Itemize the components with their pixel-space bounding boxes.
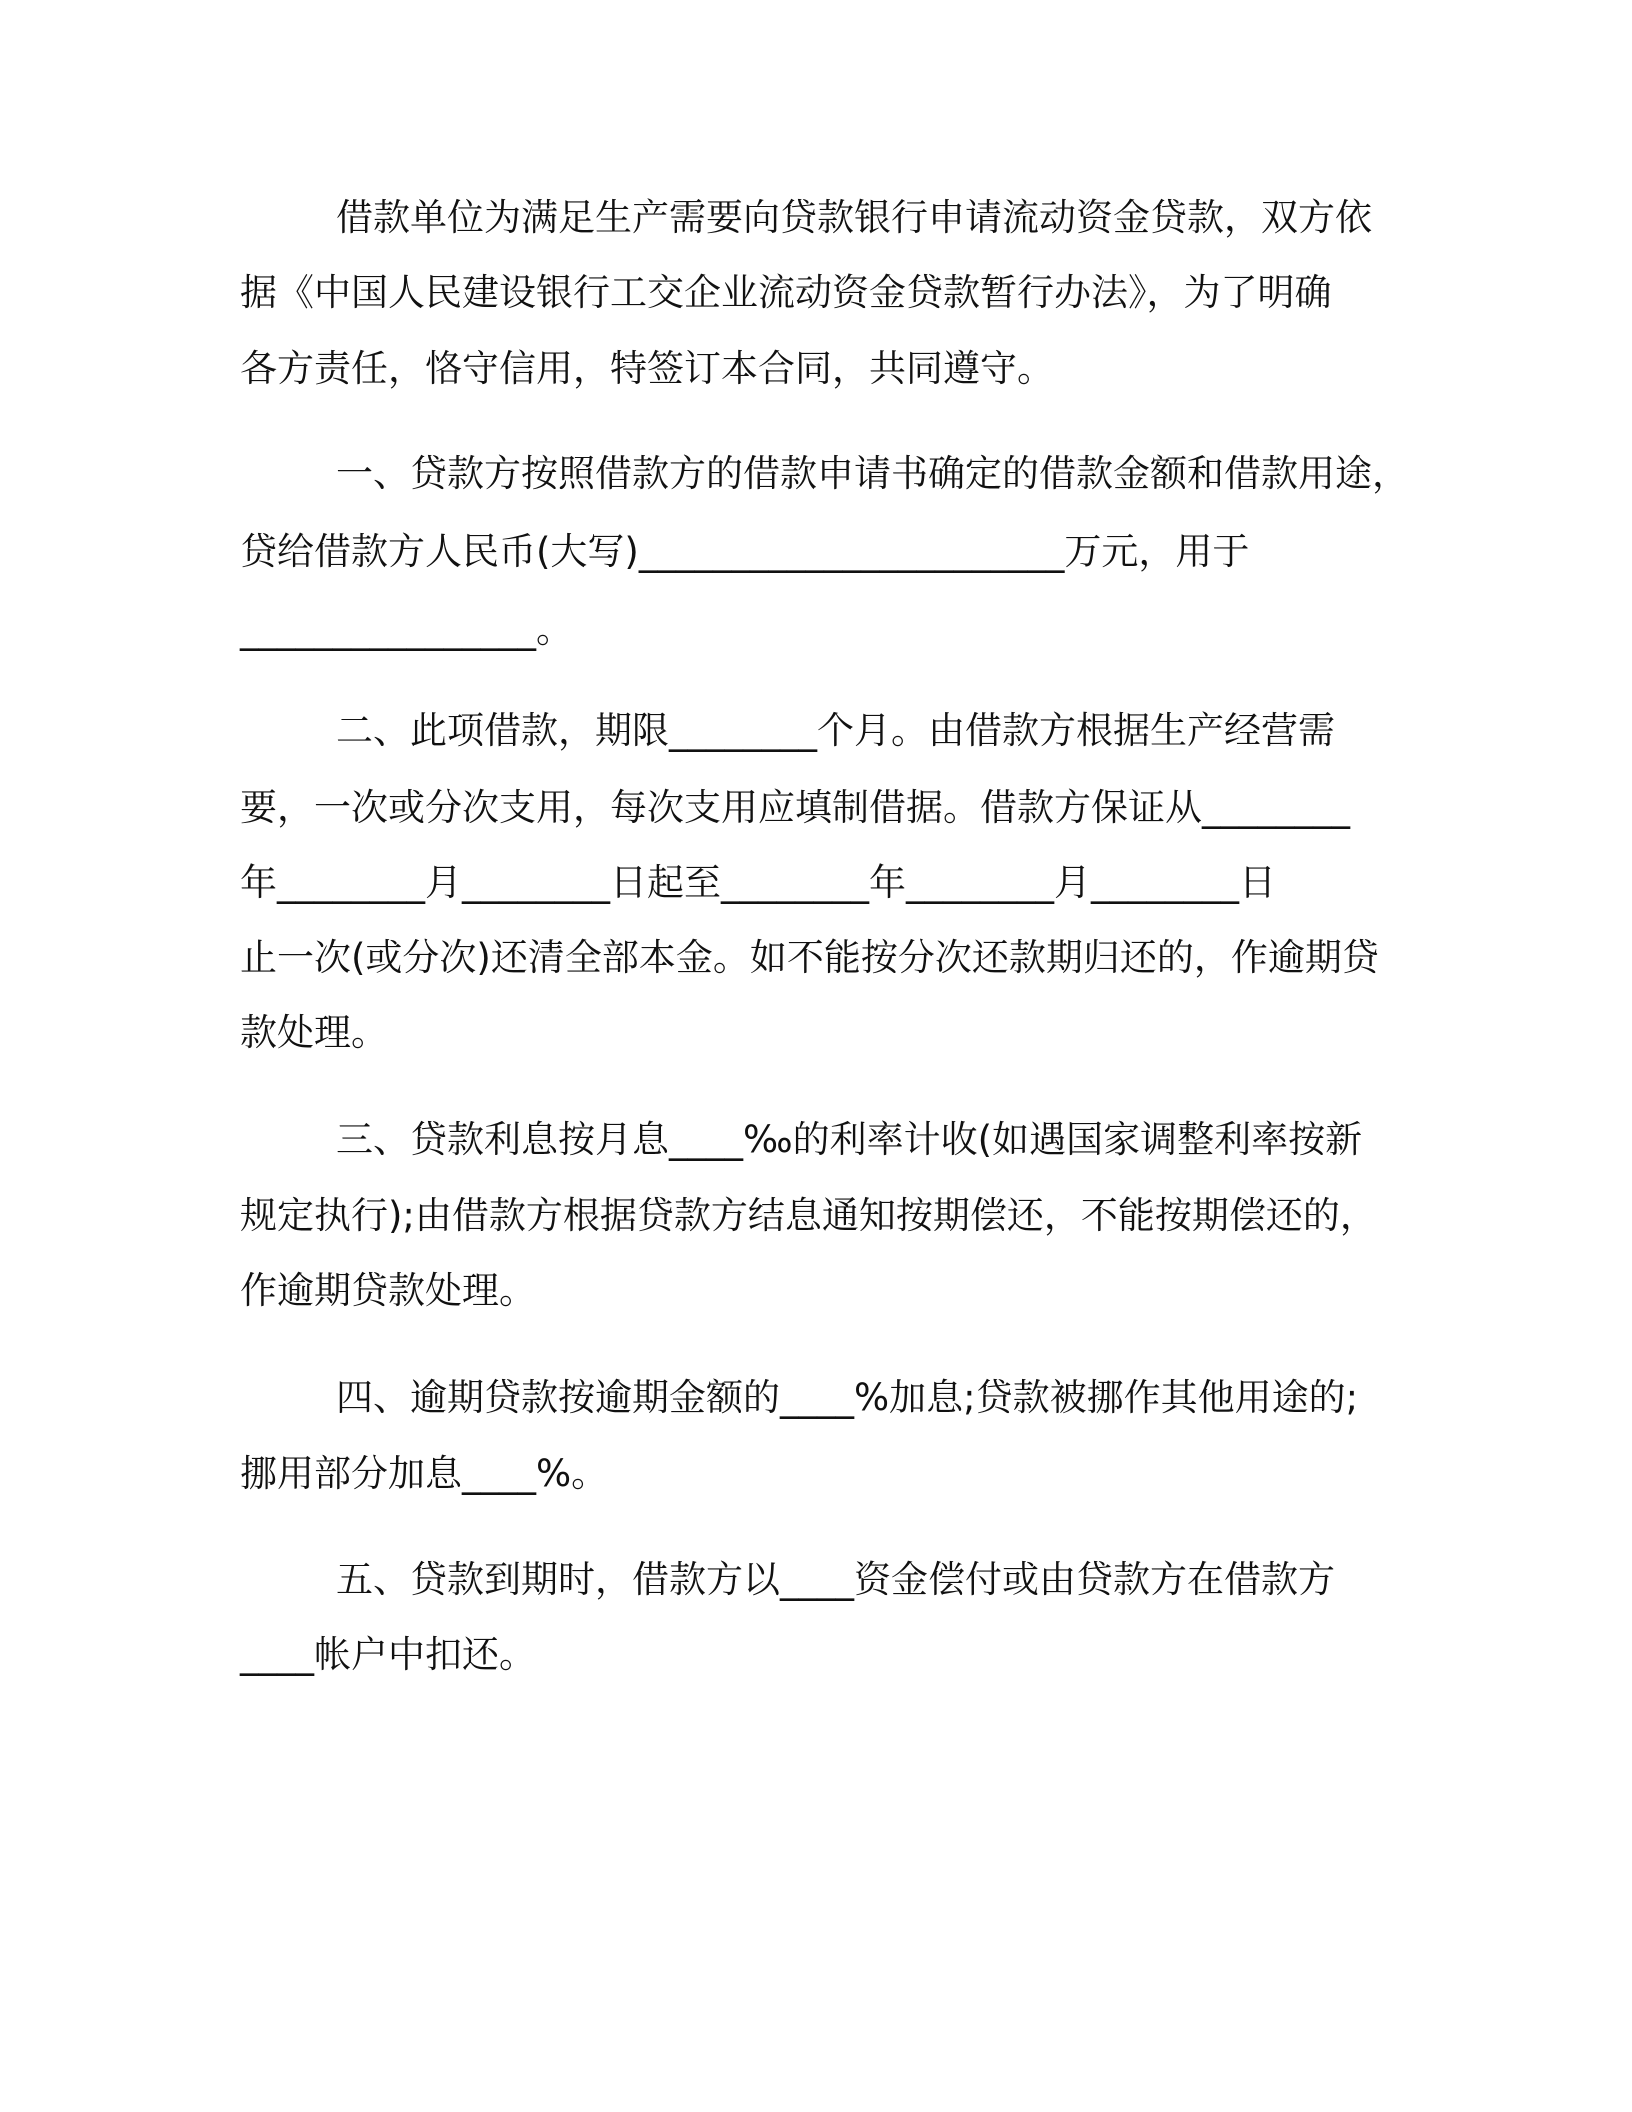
clause3-line-1: 三、贷款利息按月息____‰的利率计收(如遇国家调整利率按新 — [336, 1118, 1363, 1161]
clause2-line-2: 要，一次或分次支用，每次支用应填制借据。借款方保证从________ — [240, 786, 1350, 829]
clause2-line-1: 二、此项借款，期限________个月。由借款方根据生产经营需 — [336, 709, 1335, 752]
clause1-line-3: ________________。 — [240, 608, 573, 651]
clause3-line-2: 规定执行);由借款方根据贷款方结息通知按期偿还，不能按期偿还的， — [240, 1194, 1377, 1237]
clause3-line-3: 作逾期贷款处理。 — [240, 1269, 536, 1312]
clause1-line-1: 一、贷款方按照借款方的借款申请书确定的借款金额和借款用途， — [336, 452, 1409, 495]
clause2-line-5: 款处理。 — [240, 1011, 388, 1054]
clause2-line-4: 止一次(或分次)还清全部本金。如不能按分次还款期归还的，作逾期贷 — [240, 936, 1379, 979]
clause4-line-2: 挪用部分加息____%。 — [240, 1452, 609, 1495]
clause4-line-1: 四、逾期贷款按逾期金额的____%加息;贷款被挪作其他用途的; — [336, 1376, 1359, 1419]
intro-line-1: 借款单位为满足生产需要向贷款银行申请流动资金贷款，双方依 — [336, 196, 1372, 239]
clause2-line-3: 年________月________日起至________年________月________日 — [240, 861, 1276, 904]
intro-line-2: 据《中国人民建设银行工交企业流动资金贷款暂行办法》，为了明确 — [240, 271, 1332, 314]
clause5-line-2: ____帐户中扣还。 — [240, 1633, 536, 1676]
clause1-line-2: 贷给借款方人民币(大写)_______________________万元，用于 — [240, 530, 1250, 573]
clause5-line-1: 五、贷款到期时，借款方以____资金偿付或由贷款方在借款方 — [336, 1558, 1335, 1601]
intro-line-3: 各方责任，恪守信用，特签订本合同，共同遵守。 — [240, 347, 1054, 390]
